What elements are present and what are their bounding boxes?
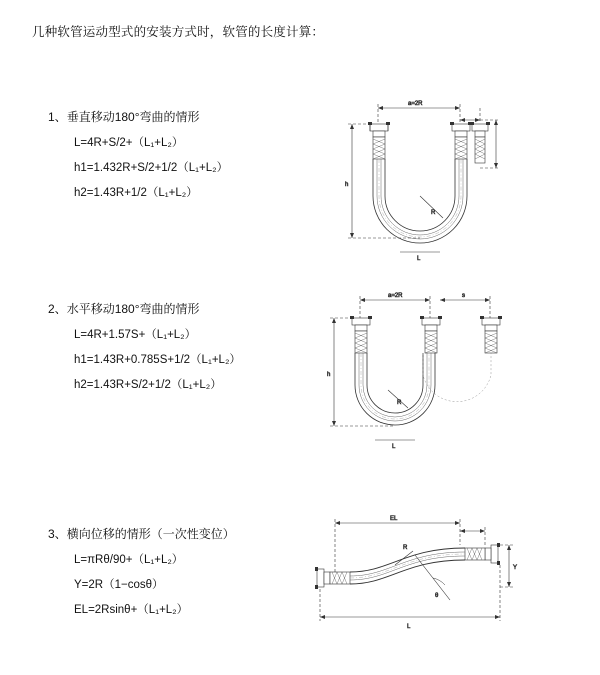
svg-text:L: L	[417, 256, 421, 262]
svg-text:s: s	[462, 293, 465, 299]
svg-text:R: R	[403, 545, 408, 551]
section-3-formula-2: Y=2R（1−cosθ）	[74, 579, 164, 591]
svg-text:L: L	[407, 624, 411, 630]
page-intro-text: 几种软管运动型式的安装方式时，软管的长度计算：	[32, 25, 325, 39]
section-2-text	[48, 300, 298, 401]
section-3-formula-3: EL=2Rsinθ+（L₁+L₂）	[74, 604, 189, 616]
section-1-title	[48, 108, 298, 125]
section-3-formula-1: L=πRθ/90+（L₁+L₂）	[74, 554, 184, 566]
section-1-title-text: 垂直移动180°弯曲的情形	[66, 110, 200, 124]
section-3-title-text: 横向位移的情形（一次性变位）	[66, 527, 235, 541]
svg-text:a=2R: a=2R	[388, 293, 403, 299]
section-1-formula-1: L=4R+S/2+（L₁+L₂）	[74, 137, 184, 149]
svg-text:R: R	[431, 210, 436, 216]
figure-lateral-offset	[295, 505, 550, 645]
section-1-index: 1、	[48, 110, 67, 124]
section-2-title	[48, 300, 298, 317]
svg-text:h: h	[345, 182, 349, 188]
figure-horizontal-180-bend	[300, 280, 550, 480]
figure-vertical-180-bend	[300, 68, 550, 298]
section-3-index: 3、	[48, 527, 67, 541]
svg-text:h: h	[327, 372, 331, 378]
svg-text:a=2R: a=2R	[408, 101, 423, 107]
section-2-index: 2、	[48, 302, 67, 316]
section-1-text	[48, 108, 298, 209]
section-3-title	[48, 525, 298, 542]
svg-text:R: R	[397, 400, 402, 406]
svg-text:Y: Y	[513, 565, 518, 571]
svg-text:L: L	[392, 444, 396, 450]
section-2-title-text: 水平移动180°弯曲的情形	[66, 302, 200, 316]
section-2-formula-3: h2=1.43R+S/2+1/2（L₁+L₂）	[74, 379, 222, 391]
section-1-formula-3: h2=1.43R+1/2（L₁+L₂）	[74, 187, 198, 199]
section-1-formula-2: h1=1.432R+S/2+1/2（L₁+L₂）	[74, 162, 229, 174]
svg-text:θ: θ	[435, 593, 439, 599]
section-2-formula-2: h1=1.43R+0.785S+1/2（L₁+L₂）	[74, 354, 241, 366]
section-2-formula-1: L=4R+1.57S+（L₁+L₂）	[74, 329, 197, 341]
svg-text:EL: EL	[390, 516, 398, 522]
section-3-text	[48, 525, 298, 626]
